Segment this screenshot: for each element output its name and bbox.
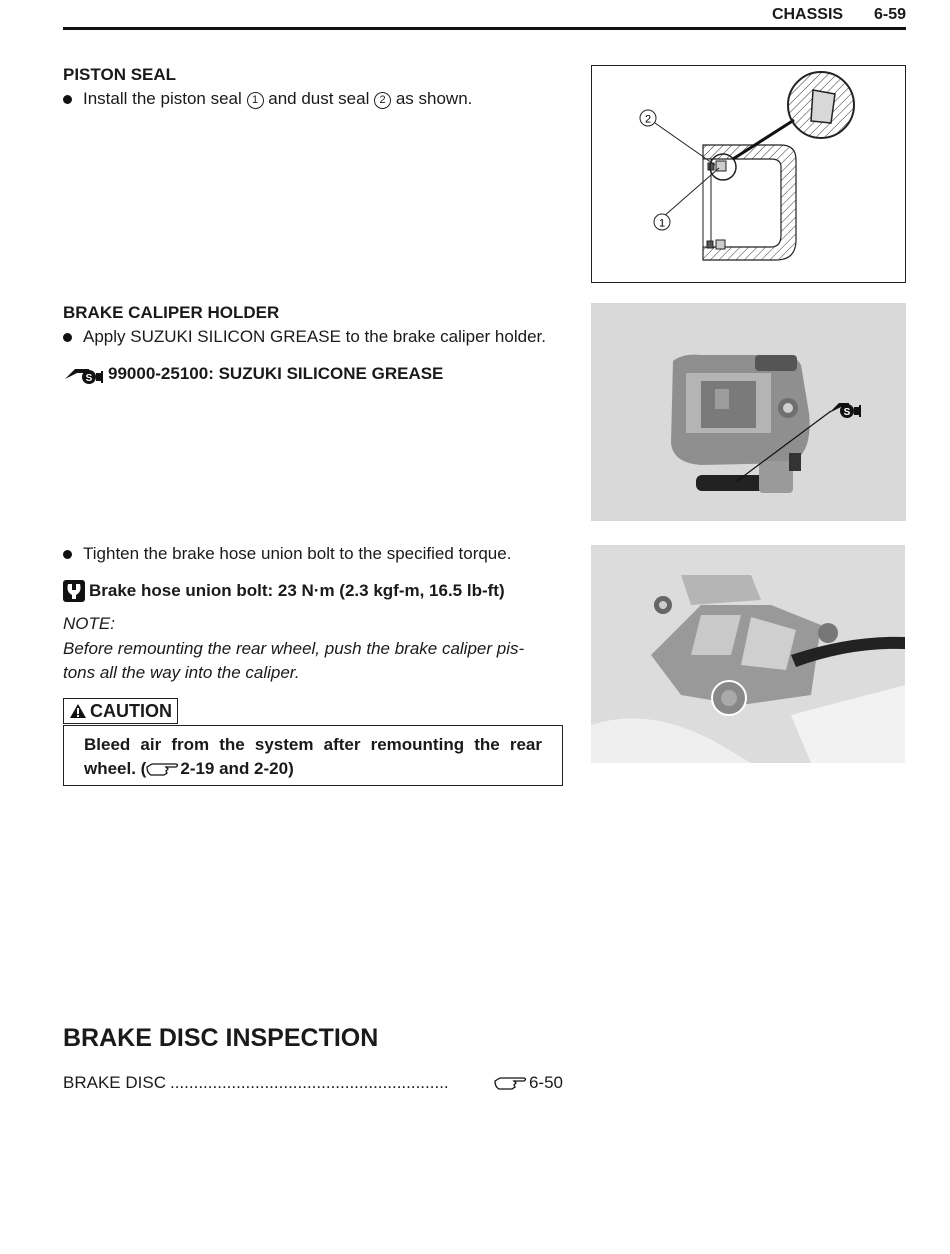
svg-text:S: S: [843, 407, 851, 418]
piston-seal-bullet: [63, 89, 472, 109]
grease-spec: [63, 363, 443, 385]
note-label: NOTE:: [63, 614, 115, 633]
torque-spec-text: Brake hose union bolt: 23 N·m (2.3 kgf-m, 16.5 lb-ft): [89, 581, 505, 600]
header-rule: [63, 27, 906, 30]
piston-seal-diagram: [591, 65, 906, 283]
brake-disc-item: BRAKE DISC: [63, 1073, 166, 1092]
caution-line-1: Bleed air from the system after remounting the rear: [84, 735, 542, 754]
leader-dots: ...........................................................: [169, 1073, 449, 1092]
caution-triangle-icon: [69, 703, 87, 719]
brake-disc-inspection-title: BRAKE DISC INSPECTION: [63, 1024, 379, 1052]
header-page-number: 6-59: [873, 6, 906, 23]
union-bolt-bullet: [63, 544, 511, 564]
caution-line-2: [84, 757, 542, 781]
caliper-holder-bullet-text: Apply SUZUKI SILICON GREASE to the brake caliper holder.: [83, 327, 546, 346]
brake-disc-reference: [63, 1073, 563, 1093]
svg-text:S: S: [85, 373, 93, 384]
pointing-hand-icon: [146, 761, 180, 777]
diagram-label-1: 1: [658, 217, 666, 230]
union-bolt-bullet-text: Tighten the brake hose union bolt to the specified torque.: [83, 544, 512, 563]
piston-seal-text-pre: Install the piston seal: [83, 89, 242, 108]
caution-line-2-pre: wheel. (: [84, 759, 147, 778]
caliper-holder-bullet: [63, 327, 546, 347]
caution-tag: [63, 698, 178, 724]
piston-seal-text-mid: and dust seal: [268, 89, 370, 108]
note-text: [63, 637, 563, 685]
diagram-label-2: 2: [644, 113, 652, 126]
torque-wrench-icon: [63, 580, 85, 602]
grease-icon: [63, 363, 105, 385]
grease-spec-text: 99000-25100: SUZUKI SILICONE GREASE: [108, 364, 444, 383]
torque-spec: [63, 580, 505, 602]
piston-seal-title: PISTON SEAL: [63, 65, 177, 84]
note-line-2: tons all the way into the caliper.: [63, 663, 300, 682]
note-line-1: Before remounting the rear wheel, push the brake caliper pis-: [63, 639, 525, 658]
caution-box: [63, 725, 563, 786]
callout-number-2: 2: [374, 92, 391, 109]
caliper-holder-photo: [591, 303, 906, 521]
brake-disc-page-ref[interactable]: 6-50: [528, 1073, 563, 1092]
caution-line-2-post: 2-19 and 2-20): [180, 759, 294, 778]
union-bolt-photo: [591, 545, 905, 763]
header-section: CHASSIS: [771, 6, 844, 23]
callout-number-1: 1: [247, 92, 264, 109]
page-header: [740, 6, 906, 24]
caliper-holder-title: BRAKE CALIPER HOLDER: [63, 303, 280, 322]
piston-seal-text-post: as shown.: [395, 89, 473, 108]
pointing-hand-icon: [493, 1075, 529, 1091]
caution-label: CAUTION: [90, 701, 172, 721]
